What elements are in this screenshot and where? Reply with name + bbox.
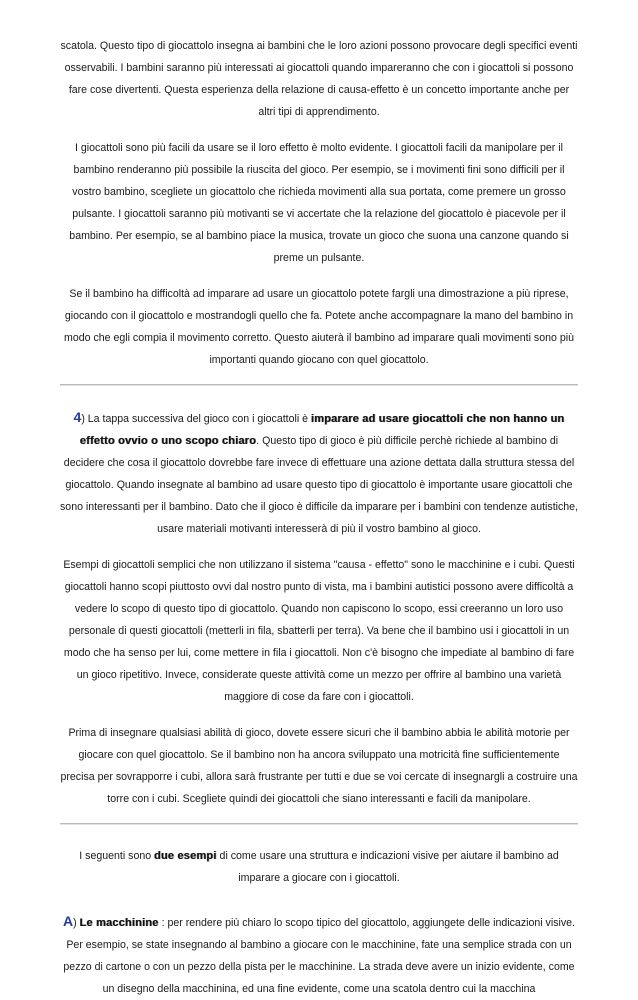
paragraph-simple-toys: Esempi di giocattoli semplici che non utilizzano il sistema "causa - effetto" sono le macchinine e i cubi. Questi giocattoli hanno scopi piuttosto ovvi dal nostro punto di vista, ma i bambini autistici possono avere difficoltà a vedere lo scopo di questo tipo di giocattolo. Quando non capiscono lo scopo, essi creeranno un loro uso personale di questi giocattoli (metterli in fila, sbatterli per terra). Va bene che il bambino usi i giocattoli in un modo che ha senso per lui, come mettere in fila i giocattoli. Non c'è bisogno che impediate al bambino di fare un gioco ripetitivo. Invece, considerate queste attività come un mezzo per offrire al bambino una varietà maggiore di cose da fare con i giocattoli. [63, 559, 575, 703]
example-a-body: : per rendere più chiaro lo scopo tipico del giocattolo, aggiungete delle indicazioni visive. Per esempio, se state insegnando al bambino a giocare con le macchinine, fate una semplice strada con un pezzo di cartone o con un pezzo della pista per le macchinine. La strada deve avere un inizio evidente, come un disegno della macchinina, ed una fine evidente, come una scatola dentro cui la macchina [63, 917, 575, 995]
section-divider [60, 823, 578, 825]
section-4-body: . Questo tipo di gioco è più difficile perchè richiede al bambino di decidere che cosa il giocattolo dovrebbe fare invece di effettuare una azione dettata dalla struttura stessa del giocattolo. Quando insegnate al bambino ad usare questo tipo di giocattolo è importante usare giocattoli che sono interessanti per il bambino. Dato che il gioco è difficile da imparare per i bambini con tendenze autistiche, usare materiali motivanti interesserà di più il vostro bambino al gioco. [60, 435, 579, 535]
section-4-intro: ) La tappa successiva del gioco con i giocattoli è [81, 413, 311, 425]
paragraph-easy-toys: I giocattoli sono più facili da usare se il loro effetto è molto evidente. I giocattoli facili da manipolare per il bambino renderanno più possibile la riuscita del gioco. Per esempio, se i movimenti fini sono difficili per il vostro bambino, scegliete un giocattolo che richieda movimenti alla sua portata, come premere un grosso pulsante. I giocattoli saranno più motivanti se vi accertate che la relazione del giocattolo è piacevole per il bambino. Per esempio, se al bambino piace la musica, trovate un gioco che suona una canzone quando si preme un pulsante. [69, 142, 569, 264]
paragraph-cause-effect: scatola. Questo tipo di giocattolo insegna ai bambini che le loro azioni possono provocare degli specifici eventi osservabili. I bambini saranno più interessati ai giocattoli quando impareranno che con i giocattoli si possono fare cose divertenti. Questa esperienza della relazione di causa-effetto è un concetto importante anche per altri tipi di apprendimento. [60, 40, 578, 118]
examples-intro-pre: I seguenti sono [79, 850, 155, 862]
section-number: 4 [73, 409, 82, 425]
example-letter: A [63, 913, 74, 929]
examples-intro-paragraph [60, 845, 578, 889]
document-page [60, 0, 578, 1000]
paragraph-motor-skills: Prima di insegnare qualsiasi abilità di gioco, dovete essere sicuri che il bambino abbia le abilità motorie per giocare con quel giocattolo. Se il bambino non ha ancora sviluppato una motricità fine sufficientemente precisa per sovrapporre i cubi, allora sarà frustrante per tutti e due se voi cercate di insegnargli a costruire una torre con i cubi. Scegliete quindi dei giocattoli che siano interessanti e facili da manipolare. [60, 727, 578, 805]
examples-highlight: due esempi [154, 850, 217, 862]
example-a-title: Le macchinine [79, 917, 159, 929]
paragraph-demonstration: Se il bambino ha difficoltà ad imparare ad usare un giocattolo potete fargli una dimostrazione a più riprese, giocando con il giocattolo e mostrandogli quello che fa. Potete anche accompagnare la mano del bambino in modo che egli compia il movimento corretto. Questo aiuterà il bambino ad imparare quali movimenti sono più importanti quando giocano con quel giocattolo. [64, 288, 574, 366]
example-a-paren: ) [73, 917, 80, 929]
section-4-paragraph [60, 406, 578, 540]
section-4-highlight: imparare ad usare giocattoli che non hanno un effetto ovvio o uno scopo chiaro [79, 413, 565, 447]
examples-intro-post: di come usare una struttura e indicazioni visive per aiutare il bambino ad imparare a giocare con i giocattoli. [216, 850, 559, 884]
section-divider [60, 384, 578, 386]
example-a-paragraph [60, 910, 578, 1000]
